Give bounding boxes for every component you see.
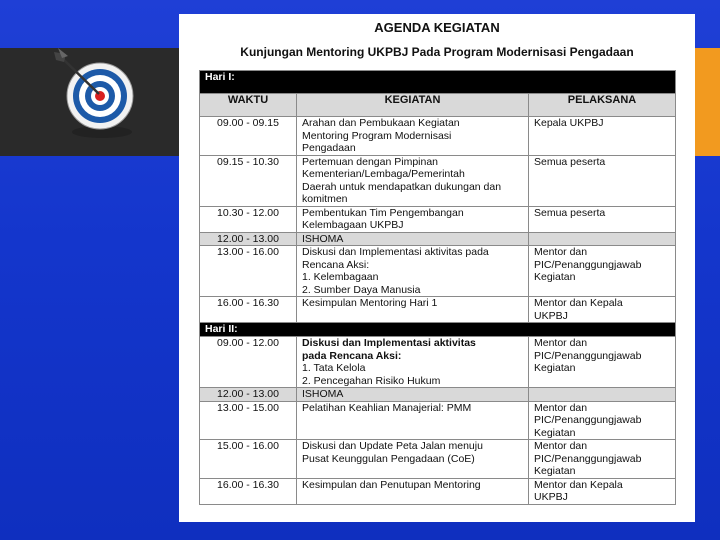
bullseye-target-icon [44, 44, 144, 144]
break-row [200, 388, 676, 402]
executor-cell [529, 206, 676, 232]
cell-line: Pengadaan [302, 142, 356, 154]
cell-line: PIC/Penanggungjawab [534, 258, 642, 271]
table-header-row [200, 94, 676, 117]
agenda-row [200, 401, 676, 440]
executor-cell [529, 440, 676, 479]
cell-line: Mentoring Program Modernisasi [302, 129, 452, 142]
cell-line: Daerah untuk mendapatkan dukungan dan [302, 180, 502, 193]
cell-line: ISHOMA [302, 232, 344, 245]
cell-line: Semua peserta [534, 155, 606, 168]
cell-line: 2. Sumber Daya Manusia [302, 283, 421, 296]
time-cell: 15.00 - 16.00 [200, 440, 297, 479]
activity-cell [297, 297, 529, 323]
cell-line: PIC/Penanggungjawab [534, 414, 642, 426]
cell-line: UKPBJ [534, 309, 568, 322]
activity-cell [297, 155, 529, 206]
header-executor: PELAKSANA [529, 94, 676, 117]
cell-line: Diskusi dan Update Peta Jalan menuju [302, 440, 483, 452]
cell-line: Diskusi dan Implementasi aktivitas [302, 337, 476, 349]
agenda-row [200, 440, 676, 479]
cell-line: Mentor dan [534, 246, 588, 258]
agenda-row [200, 246, 676, 297]
executor-cell [529, 232, 676, 246]
cell-line: Kegiatan [534, 426, 576, 439]
agenda-row [200, 206, 676, 232]
document-title: AGENDA KEGIATAN [374, 20, 500, 35]
cell-line: Mentor dan [534, 440, 588, 452]
agenda-row [200, 337, 676, 388]
cell-line: Mentor dan Kepala [534, 297, 623, 309]
cell-line: Kesimpulan Mentoring Hari 1 [302, 297, 438, 309]
agenda-table [199, 70, 676, 505]
time-cell: 16.00 - 16.30 [200, 478, 297, 504]
day-label-row [200, 71, 676, 94]
executor-cell [529, 246, 676, 297]
cell-line: 1. Kelembagaan [302, 271, 379, 283]
time-cell: 12.00 - 13.00 [200, 232, 297, 246]
activity-cell [297, 388, 529, 402]
cell-line: Mentor dan [534, 337, 588, 349]
day-label: Hari II: [200, 323, 676, 337]
cell-line: Kelembagaan UKPBJ [302, 219, 404, 231]
cell-line: PIC/Penanggungjawab [534, 349, 642, 362]
time-cell: 12.00 - 13.00 [200, 388, 297, 402]
cell-line: ISHOMA [302, 388, 344, 400]
cell-line: Kepala UKPBJ [534, 117, 604, 129]
agenda-row [200, 297, 676, 323]
activity-cell [297, 206, 529, 232]
agenda-row [200, 478, 676, 504]
activity-cell [297, 337, 529, 388]
cell-line: Kementerian/Lembaga/Pemerintah [302, 168, 465, 180]
activity-cell [297, 232, 529, 246]
day-label-row [200, 323, 676, 337]
cell-line: Pembentukan Tim Pengembangan [302, 206, 464, 219]
activity-cell [297, 246, 529, 297]
cell-line: Rencana Aksi: [302, 258, 370, 271]
agenda-row [200, 117, 676, 156]
cell-line: Semua peserta [534, 206, 606, 219]
header-time: WAKTU [200, 94, 297, 117]
document-subtitle: Kunjungan Mentoring UKPBJ Pada Program Modernisasi Pengadaan [240, 45, 634, 59]
cell-line: Kesimpulan dan Penutupan Mentoring [302, 478, 481, 491]
cell-line: PIC/Penanggungjawab [534, 452, 642, 465]
cell-line: Pusat Keunggulan Pengadaan (CoE) [302, 452, 475, 465]
executor-cell [529, 478, 676, 504]
executor-cell [529, 155, 676, 206]
agenda-row [200, 155, 676, 206]
time-cell: 10.30 - 12.00 [200, 206, 297, 232]
executor-cell [529, 401, 676, 440]
cell-line: pada Rencana Aksi: [302, 349, 402, 362]
time-cell: 13.00 - 16.00 [200, 246, 297, 297]
time-cell: 09.00 - 12.00 [200, 337, 297, 388]
cell-line: komitmen [302, 193, 348, 205]
time-cell: 13.00 - 15.00 [200, 401, 297, 440]
executor-cell [529, 117, 676, 156]
cell-line: Mentor dan Kepala [534, 478, 623, 491]
cell-line: Arahan dan Pembukaan Kegiatan [302, 117, 460, 129]
break-row [200, 232, 676, 246]
day-label: Hari I: [200, 71, 676, 94]
header-activity: KEGIATAN [297, 94, 529, 117]
cell-line: Mentor dan [534, 401, 588, 414]
activity-cell [297, 440, 529, 479]
cell-line: Kegiatan [534, 465, 576, 477]
time-cell: 09.00 - 09.15 [200, 117, 297, 156]
activity-cell [297, 117, 529, 156]
executor-cell [529, 337, 676, 388]
cell-line: Diskusi dan Implementasi aktivitas pada [302, 246, 489, 258]
cell-line: 2. Pencegahan Risiko Hukum [302, 374, 441, 387]
executor-cell [529, 388, 676, 402]
cell-line: UKPBJ [534, 491, 568, 503]
executor-cell [529, 297, 676, 323]
cell-line: Pertemuan dengan Pimpinan [302, 155, 439, 168]
cell-line: Kegiatan [534, 362, 576, 374]
cell-line: Kegiatan [534, 271, 576, 283]
time-cell: 09.15 - 10.30 [200, 155, 297, 206]
cell-line: 1. Tata Kelola [302, 362, 366, 374]
time-cell: 16.00 - 16.30 [200, 297, 297, 323]
activity-cell [297, 478, 529, 504]
activity-cell [297, 401, 529, 440]
agenda-document [179, 14, 695, 522]
cell-line: Pelatihan Keahlian Manajerial: PMM [302, 401, 472, 414]
